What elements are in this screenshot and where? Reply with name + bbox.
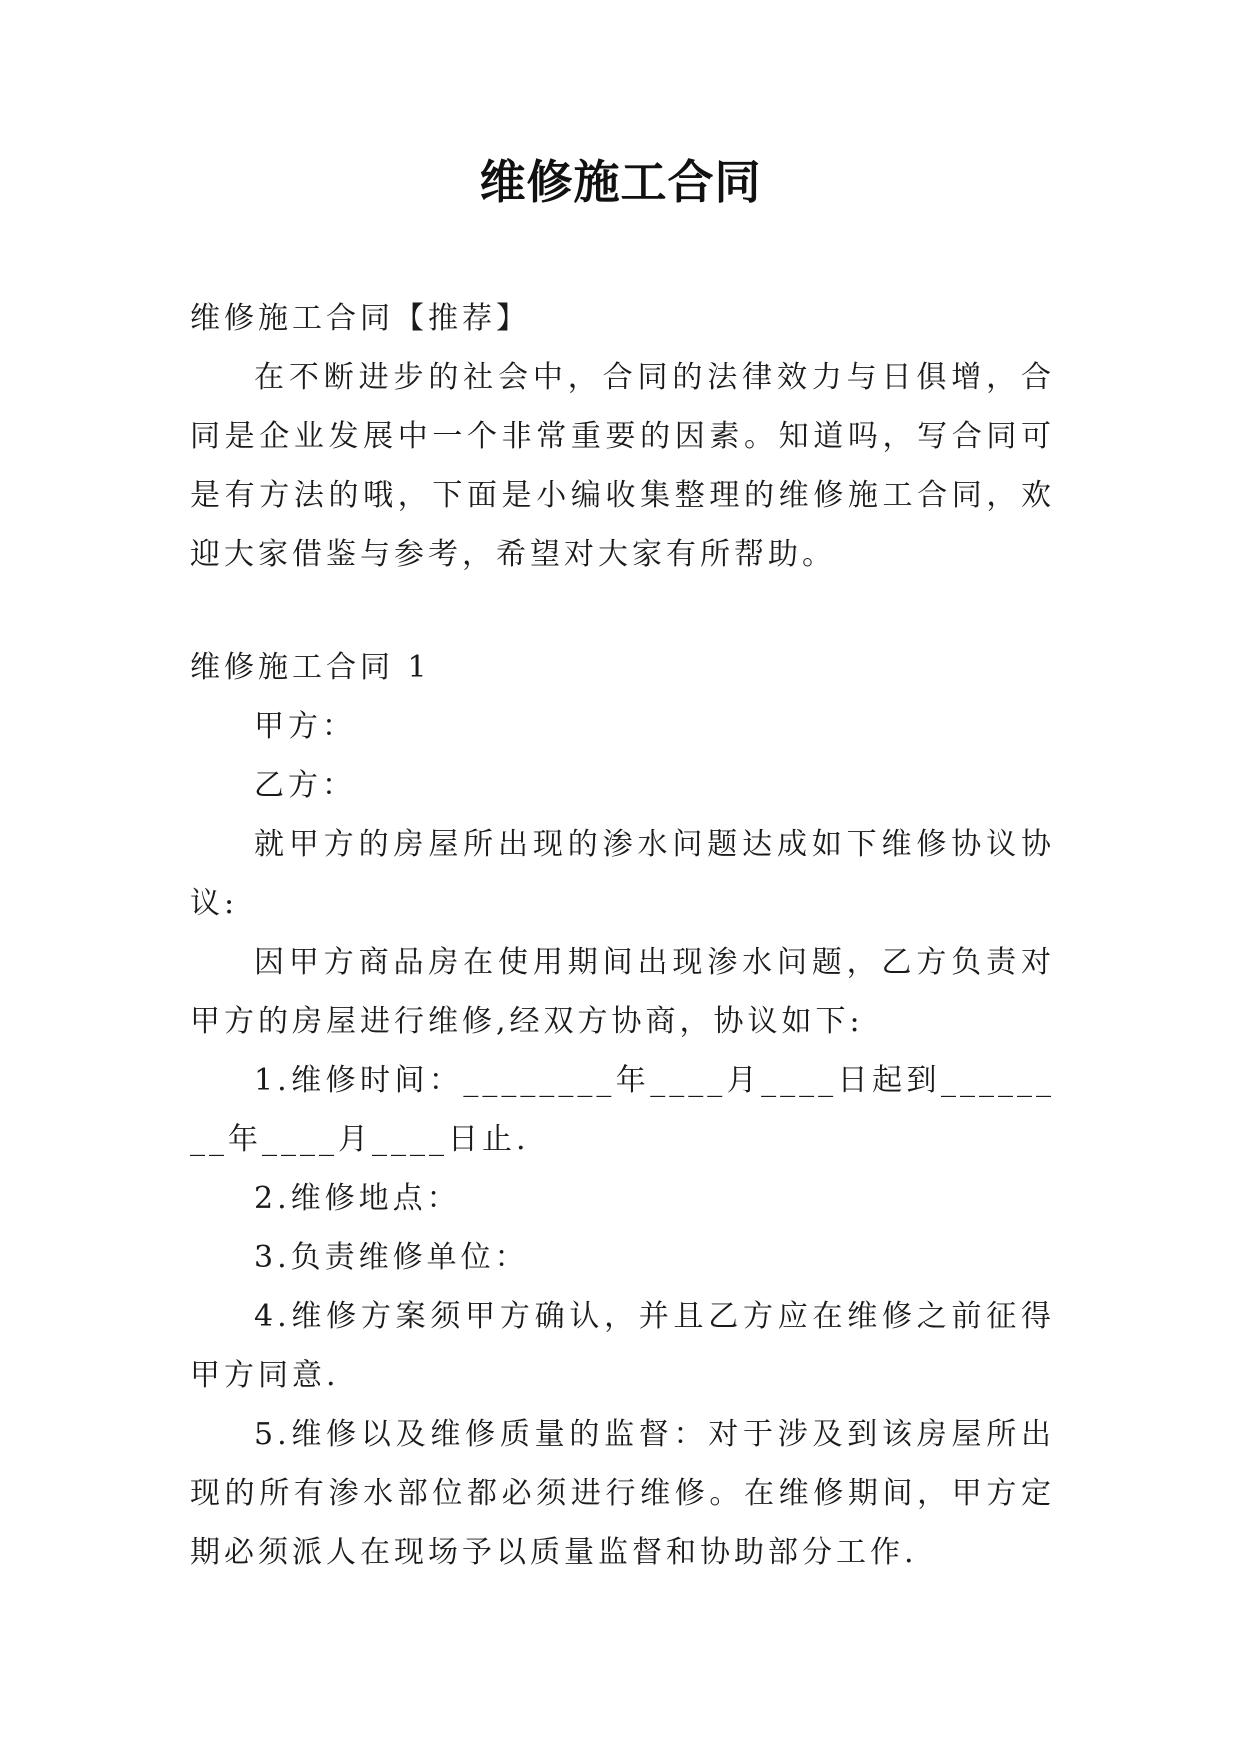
document-title: 维修施工合同	[479, 155, 762, 209]
document-body	[190, 289, 1055, 1582]
section-heading: 维修施工合同 1	[190, 650, 431, 685]
clause-item: 3.负责维修单位：	[254, 1240, 529, 1275]
agreement-intro-paragraph: 就甲方的房屋所出现的渗水问题达成如下维修协议协议:	[190, 827, 1055, 921]
document-subtitle: 维修施工合同【推荐】	[190, 301, 530, 336]
intro-paragraph: 在不断进步的社会中，合同的法律效力与日俱增，合同是企业发展中一个非常重要的因素。知道吗，写合同可是有方法的哦，下面是小编收集整理的维修施工合同，欢迎大家借鉴与参考，希望对大家有所帮助。	[190, 360, 1055, 572]
clause-item: 5.维修以及维修质量的监督：对于涉及到该房屋所出现的所有渗水部位都必须进行维修。在维修期间，甲方定期必须派人在现场予以质量监督和协助部分工作.	[190, 1417, 1055, 1570]
paragraph-spacer	[190, 584, 1055, 638]
party-b-line: 乙方：	[254, 768, 356, 803]
clause-item: 4.维修方案须甲方确认，并且乙方应在维修之前征得甲方同意.	[190, 1299, 1055, 1393]
background-paragraph: 因甲方商品房在使用期间出现渗水问题，乙方负责对甲方的房屋进行维修,经双方协商，协议如下:	[190, 945, 1055, 1039]
clause-item: 2.维修地点：	[254, 1181, 461, 1216]
party-a-line: 甲方：	[254, 709, 356, 744]
clause-item: 1.维修时间：________年____月____日起到________年____月____日止.	[190, 1063, 1055, 1157]
